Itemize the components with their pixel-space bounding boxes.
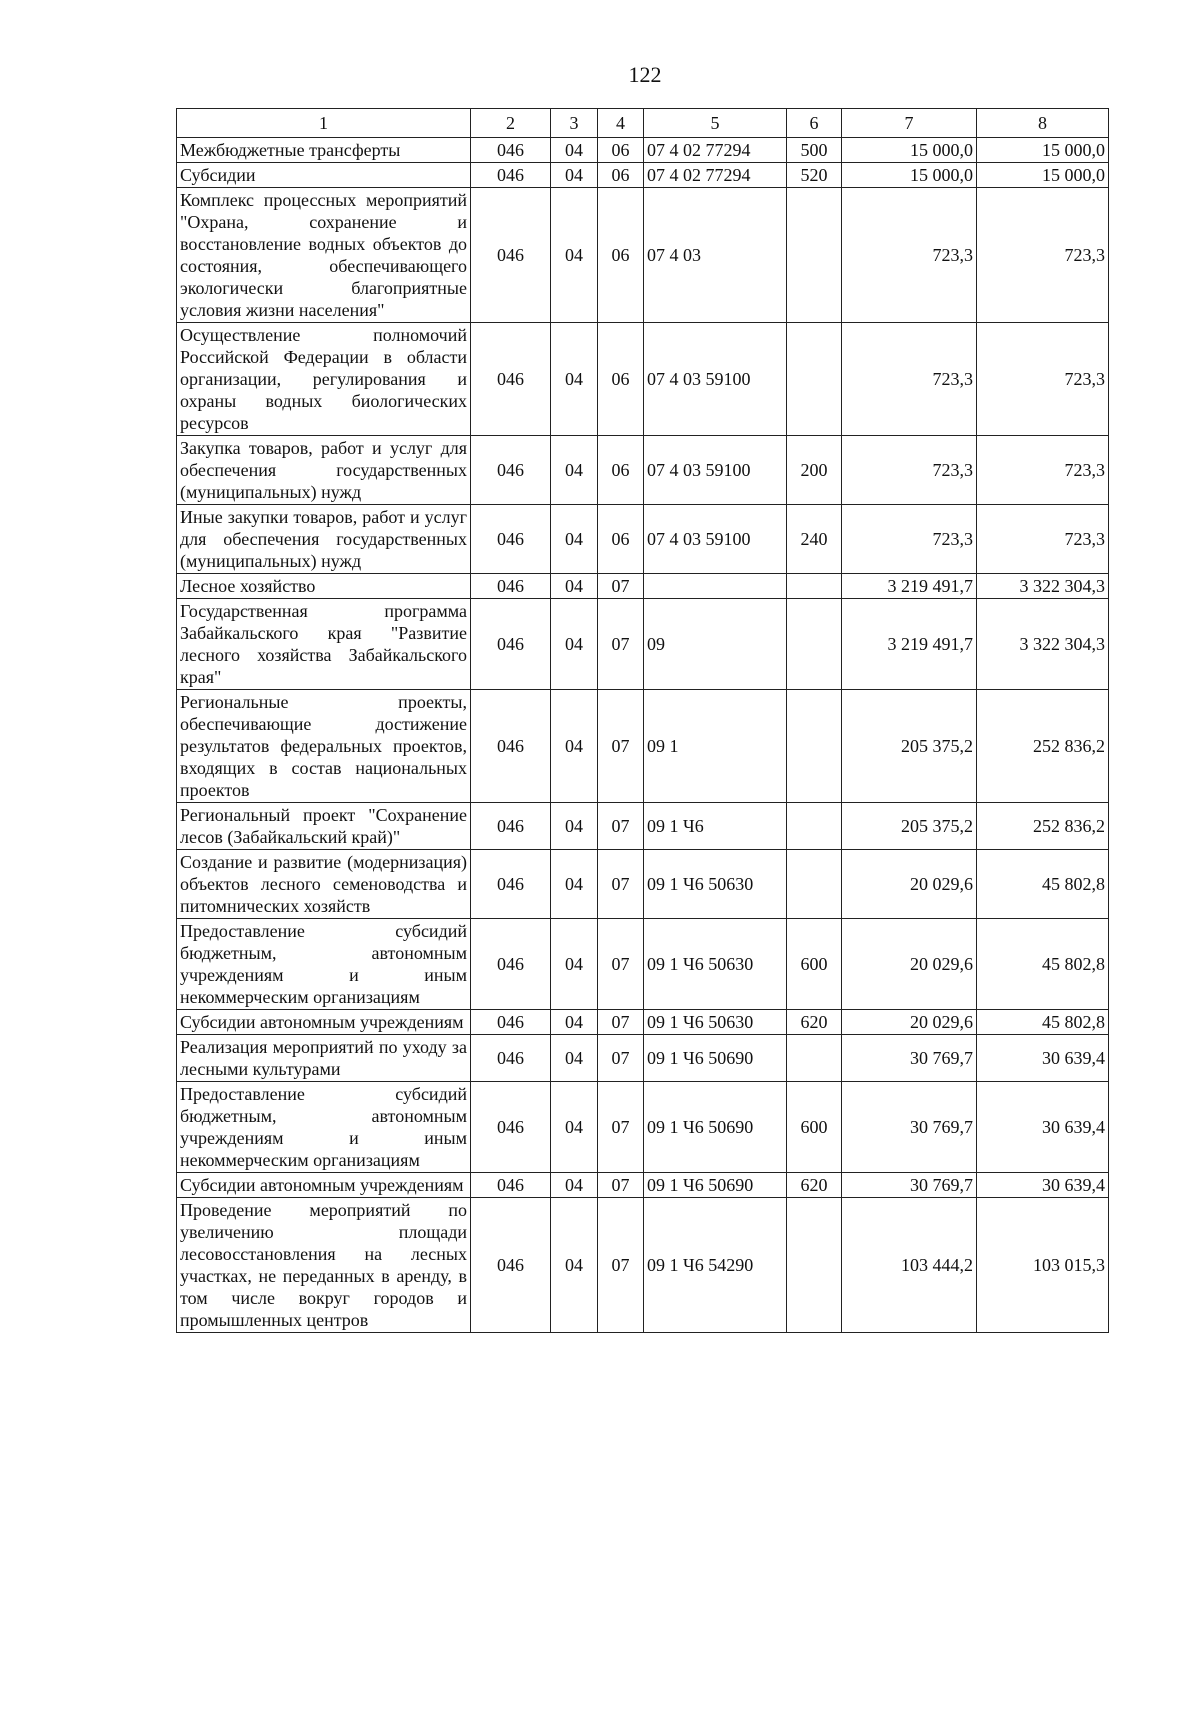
subsection-cell: 07 xyxy=(598,1082,644,1173)
header-cell: 8 xyxy=(977,109,1109,138)
row-name-cell: Предоставление субсидий бюджетным, автономным учреждениям и иным некоммерческим организациям xyxy=(177,1082,471,1173)
amount-year2-cell: 723,3 xyxy=(977,323,1109,436)
amount-year2-cell: 30 639,4 xyxy=(977,1035,1109,1082)
table-row xyxy=(177,850,1109,919)
subsection-cell: 07 xyxy=(598,599,644,690)
table-row xyxy=(177,919,1109,1010)
target-article-cell xyxy=(644,574,787,599)
expense-type-cell: 620 xyxy=(787,1010,842,1035)
row-name-cell: Субсидии автономным учреждениям xyxy=(177,1173,471,1198)
amount-year2-cell: 723,3 xyxy=(977,188,1109,323)
table-row xyxy=(177,599,1109,690)
row-name-cell: Комплекс процессных мероприятий "Охрана, сохранение и восстановление водных объектов до состояния, обеспечивающего экологически благоприятные условия жизни населения" xyxy=(177,188,471,323)
table-row xyxy=(177,1010,1109,1035)
amount-year1-cell: 30 769,7 xyxy=(842,1035,977,1082)
table-row xyxy=(177,1198,1109,1333)
ministry-code-cell: 046 xyxy=(471,919,551,1010)
ministry-code-cell: 046 xyxy=(471,188,551,323)
table-row xyxy=(177,323,1109,436)
table-row xyxy=(177,690,1109,803)
row-name-cell: Предоставление субсидий бюджетным, автономным учреждениям и иным некоммерческим организациям xyxy=(177,919,471,1010)
expense-type-cell xyxy=(787,1198,842,1333)
section-cell: 04 xyxy=(551,138,598,163)
row-name-cell: Региональный проект "Сохранение лесов (Забайкальский край)" xyxy=(177,803,471,850)
amount-year1-cell: 15 000,0 xyxy=(842,138,977,163)
amount-year1-cell: 205 375,2 xyxy=(842,690,977,803)
row-name-cell: Лесное хозяйство xyxy=(177,574,471,599)
subsection-cell: 07 xyxy=(598,1198,644,1333)
expense-type-cell: 600 xyxy=(787,1082,842,1173)
target-article-cell: 07 4 02 77294 xyxy=(644,163,787,188)
amount-year2-cell: 45 802,8 xyxy=(977,919,1109,1010)
row-name-cell: Региональные проекты, обеспечивающие достижение результатов федеральных проектов, входящих в состав национальных проектов xyxy=(177,690,471,803)
amount-year1-cell: 20 029,6 xyxy=(842,1010,977,1035)
section-cell: 04 xyxy=(551,436,598,505)
section-cell: 04 xyxy=(551,1173,598,1198)
subsection-cell: 06 xyxy=(598,188,644,323)
table-row xyxy=(177,803,1109,850)
ministry-code-cell: 046 xyxy=(471,574,551,599)
target-article-cell: 09 xyxy=(644,599,787,690)
ministry-code-cell: 046 xyxy=(471,599,551,690)
subsection-cell: 06 xyxy=(598,138,644,163)
expense-type-cell: 620 xyxy=(787,1173,842,1198)
target-article-cell: 09 1 Ч6 54290 xyxy=(644,1198,787,1333)
subsection-cell: 07 xyxy=(598,1010,644,1035)
expense-type-cell xyxy=(787,574,842,599)
amount-year1-cell: 30 769,7 xyxy=(842,1173,977,1198)
row-name-cell: Субсидии xyxy=(177,163,471,188)
row-name-cell: Межбюджетные трансферты xyxy=(177,138,471,163)
amount-year1-cell: 205 375,2 xyxy=(842,803,977,850)
target-article-cell: 09 1 Ч6 50630 xyxy=(644,1010,787,1035)
row-name-cell: Иные закупки товаров, работ и услуг для обеспечения государственных (муниципальных) нужд xyxy=(177,505,471,574)
section-cell: 04 xyxy=(551,323,598,436)
section-cell: 04 xyxy=(551,690,598,803)
expense-type-cell: 500 xyxy=(787,138,842,163)
amount-year2-cell: 30 639,4 xyxy=(977,1082,1109,1173)
target-article-cell: 09 1 Ч6 xyxy=(644,803,787,850)
budget-table xyxy=(176,108,1109,1333)
section-cell: 04 xyxy=(551,803,598,850)
subsection-cell: 07 xyxy=(598,919,644,1010)
table-row xyxy=(177,1035,1109,1082)
ministry-code-cell: 046 xyxy=(471,323,551,436)
header-cell: 6 xyxy=(787,109,842,138)
amount-year1-cell: 20 029,6 xyxy=(842,850,977,919)
ministry-code-cell: 046 xyxy=(471,436,551,505)
amount-year2-cell: 30 639,4 xyxy=(977,1173,1109,1198)
amount-year1-cell: 3 219 491,7 xyxy=(842,599,977,690)
amount-year2-cell: 3 322 304,3 xyxy=(977,574,1109,599)
header-row xyxy=(177,109,1109,138)
section-cell: 04 xyxy=(551,1010,598,1035)
section-cell: 04 xyxy=(551,1198,598,1333)
ministry-code-cell: 046 xyxy=(471,1173,551,1198)
section-cell: 04 xyxy=(551,574,598,599)
ministry-code-cell: 046 xyxy=(471,138,551,163)
table-row xyxy=(177,163,1109,188)
header-cell: 1 xyxy=(177,109,471,138)
expense-type-cell: 520 xyxy=(787,163,842,188)
amount-year2-cell: 45 802,8 xyxy=(977,1010,1109,1035)
amount-year2-cell: 252 836,2 xyxy=(977,690,1109,803)
section-cell: 04 xyxy=(551,188,598,323)
target-article-cell: 09 1 Ч6 50690 xyxy=(644,1035,787,1082)
expense-type-cell: 200 xyxy=(787,436,842,505)
table-body xyxy=(177,138,1109,1333)
header-cell: 3 xyxy=(551,109,598,138)
target-article-cell: 07 4 03 59100 xyxy=(644,323,787,436)
table-row xyxy=(177,138,1109,163)
target-article-cell: 07 4 03 59100 xyxy=(644,505,787,574)
table-row xyxy=(177,574,1109,599)
ministry-code-cell: 046 xyxy=(471,1082,551,1173)
amount-year2-cell: 15 000,0 xyxy=(977,138,1109,163)
amount-year1-cell: 723,3 xyxy=(842,323,977,436)
table-row xyxy=(177,188,1109,323)
table-row xyxy=(177,436,1109,505)
expense-type-cell: 240 xyxy=(787,505,842,574)
section-cell: 04 xyxy=(551,1035,598,1082)
subsection-cell: 07 xyxy=(598,1173,644,1198)
subsection-cell: 07 xyxy=(598,1035,644,1082)
amount-year2-cell: 723,3 xyxy=(977,505,1109,574)
row-name-cell: Осуществление полномочий Российской Федерации в области организации, регулирования и охраны водных биологических ресурсов xyxy=(177,323,471,436)
section-cell: 04 xyxy=(551,1082,598,1173)
ministry-code-cell: 046 xyxy=(471,690,551,803)
expense-type-cell xyxy=(787,690,842,803)
ministry-code-cell: 046 xyxy=(471,163,551,188)
amount-year2-cell: 103 015,3 xyxy=(977,1198,1109,1333)
expense-type-cell xyxy=(787,850,842,919)
subsection-cell: 07 xyxy=(598,850,644,919)
ministry-code-cell: 046 xyxy=(471,803,551,850)
ministry-code-cell: 046 xyxy=(471,505,551,574)
amount-year2-cell: 723,3 xyxy=(977,436,1109,505)
row-name-cell: Государственная программа Забайкальского края "Развитие лесного хозяйства Забайкальского края" xyxy=(177,599,471,690)
expense-type-cell xyxy=(787,803,842,850)
amount-year1-cell: 723,3 xyxy=(842,505,977,574)
ministry-code-cell: 046 xyxy=(471,850,551,919)
amount-year1-cell: 15 000,0 xyxy=(842,163,977,188)
target-article-cell: 07 4 03 xyxy=(644,188,787,323)
subsection-cell: 06 xyxy=(598,323,644,436)
target-article-cell: 09 1 xyxy=(644,690,787,803)
table-row xyxy=(177,1173,1109,1198)
table-row xyxy=(177,1082,1109,1173)
expense-type-cell xyxy=(787,599,842,690)
expense-type-cell xyxy=(787,1035,842,1082)
header-cell: 5 xyxy=(644,109,787,138)
amount-year1-cell: 30 769,7 xyxy=(842,1082,977,1173)
target-article-cell: 09 1 Ч6 50690 xyxy=(644,1082,787,1173)
section-cell: 04 xyxy=(551,599,598,690)
row-name-cell: Закупка товаров, работ и услуг для обеспечения государственных (муниципальных) нужд xyxy=(177,436,471,505)
amount-year1-cell: 103 444,2 xyxy=(842,1198,977,1333)
expense-type-cell xyxy=(787,188,842,323)
amount-year2-cell: 252 836,2 xyxy=(977,803,1109,850)
row-name-cell: Субсидии автономным учреждениям xyxy=(177,1010,471,1035)
target-article-cell: 09 1 Ч6 50630 xyxy=(644,850,787,919)
section-cell: 04 xyxy=(551,505,598,574)
table-row xyxy=(177,505,1109,574)
ministry-code-cell: 046 xyxy=(471,1035,551,1082)
amount-year1-cell: 723,3 xyxy=(842,436,977,505)
header-cell: 7 xyxy=(842,109,977,138)
subsection-cell: 06 xyxy=(598,436,644,505)
row-name-cell: Создание и развитие (модернизация) объектов лесного семеноводства и питомнических хозяйств xyxy=(177,850,471,919)
section-cell: 04 xyxy=(551,919,598,1010)
ministry-code-cell: 046 xyxy=(471,1198,551,1333)
section-cell: 04 xyxy=(551,163,598,188)
ministry-code-cell: 046 xyxy=(471,1010,551,1035)
subsection-cell: 07 xyxy=(598,690,644,803)
expense-type-cell: 600 xyxy=(787,919,842,1010)
section-cell: 04 xyxy=(551,850,598,919)
expense-type-cell xyxy=(787,323,842,436)
row-name-cell: Реализация мероприятий по уходу за лесными культурами xyxy=(177,1035,471,1082)
target-article-cell: 09 1 Ч6 50630 xyxy=(644,919,787,1010)
amount-year2-cell: 15 000,0 xyxy=(977,163,1109,188)
row-name-cell: Проведение мероприятий по увеличению площади лесовосстановления на лесных участках, не переданных в аренду, в том числе вокруг городов и промышленных центров xyxy=(177,1198,471,1333)
target-article-cell: 09 1 Ч6 50690 xyxy=(644,1173,787,1198)
page-number: 122 xyxy=(628,62,662,87)
amount-year2-cell: 3 322 304,3 xyxy=(977,599,1109,690)
amount-year1-cell: 20 029,6 xyxy=(842,919,977,1010)
subsection-cell: 06 xyxy=(598,505,644,574)
header-cell: 2 xyxy=(471,109,551,138)
header-cell: 4 xyxy=(598,109,644,138)
amount-year1-cell: 723,3 xyxy=(842,188,977,323)
subsection-cell: 06 xyxy=(598,163,644,188)
target-article-cell: 07 4 02 77294 xyxy=(644,138,787,163)
target-article-cell: 07 4 03 59100 xyxy=(644,436,787,505)
subsection-cell: 07 xyxy=(598,574,644,599)
subsection-cell: 07 xyxy=(598,803,644,850)
amount-year1-cell: 3 219 491,7 xyxy=(842,574,977,599)
amount-year2-cell: 45 802,8 xyxy=(977,850,1109,919)
